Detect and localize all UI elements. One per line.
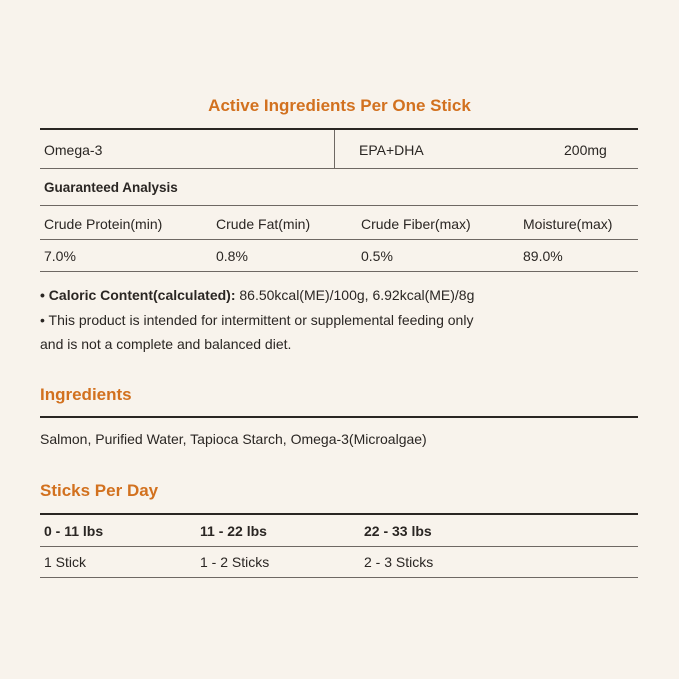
- analysis-header: Crude Fiber(max): [361, 216, 471, 232]
- sticks-value: 2 - 3 Sticks: [364, 554, 434, 570]
- column-divider: [334, 130, 335, 168]
- divider: [40, 513, 638, 515]
- analysis-value: 0.5%: [361, 248, 393, 264]
- analysis-header: Crude Protein(min): [44, 216, 163, 232]
- divider: [40, 205, 638, 206]
- analysis-value: 0.8%: [216, 248, 248, 264]
- analysis-value: 7.0%: [44, 248, 76, 264]
- active-ingredient-name: Omega-3: [44, 142, 103, 158]
- weight-range-header: 22 - 33 lbs: [364, 523, 432, 539]
- analysis-header: Crude Fat(min): [216, 216, 311, 232]
- guaranteed-analysis-heading: Guaranteed Analysis: [44, 180, 178, 195]
- divider: [40, 546, 638, 547]
- divider: [40, 577, 638, 578]
- divider: [40, 271, 638, 272]
- sticks-per-day-title: Sticks Per Day: [40, 481, 159, 500]
- active-ingredient-amount: 200mg: [564, 142, 607, 158]
- divider: [40, 128, 638, 130]
- ingredients-text: Salmon, Purified Water, Tapioca Starch, Omega-3(Microalgae): [40, 431, 427, 447]
- caloric-content-note: [40, 286, 474, 304]
- caloric-content-value: 86.50kcal(ME)/100g, 6.92kcal(ME)/8g: [235, 287, 475, 303]
- weight-range-header: 11 - 22 lbs: [200, 523, 267, 539]
- weight-range-header: 0 - 11 lbs: [44, 523, 104, 539]
- feeding-note-line: and is not a complete and balanced diet.: [40, 336, 292, 352]
- divider: [40, 239, 638, 240]
- sticks-value: 1 Stick: [44, 554, 87, 570]
- caloric-content-label: • Caloric Content(calculated):: [40, 287, 236, 303]
- feeding-note-line: • This product is intended for intermittent or supplemental feeding only: [40, 312, 474, 328]
- divider: [40, 168, 638, 169]
- analysis-value: 89.0%: [523, 248, 563, 264]
- ingredients-title: Ingredients: [40, 385, 132, 404]
- sticks-value: 1 - 2 Sticks: [200, 554, 270, 570]
- analysis-header: Moisture(max): [523, 216, 613, 232]
- active-ingredients-title: Active Ingredients Per One Stick: [208, 96, 471, 115]
- divider: [40, 416, 638, 418]
- active-ingredient-component: EPA+DHA: [359, 142, 424, 158]
